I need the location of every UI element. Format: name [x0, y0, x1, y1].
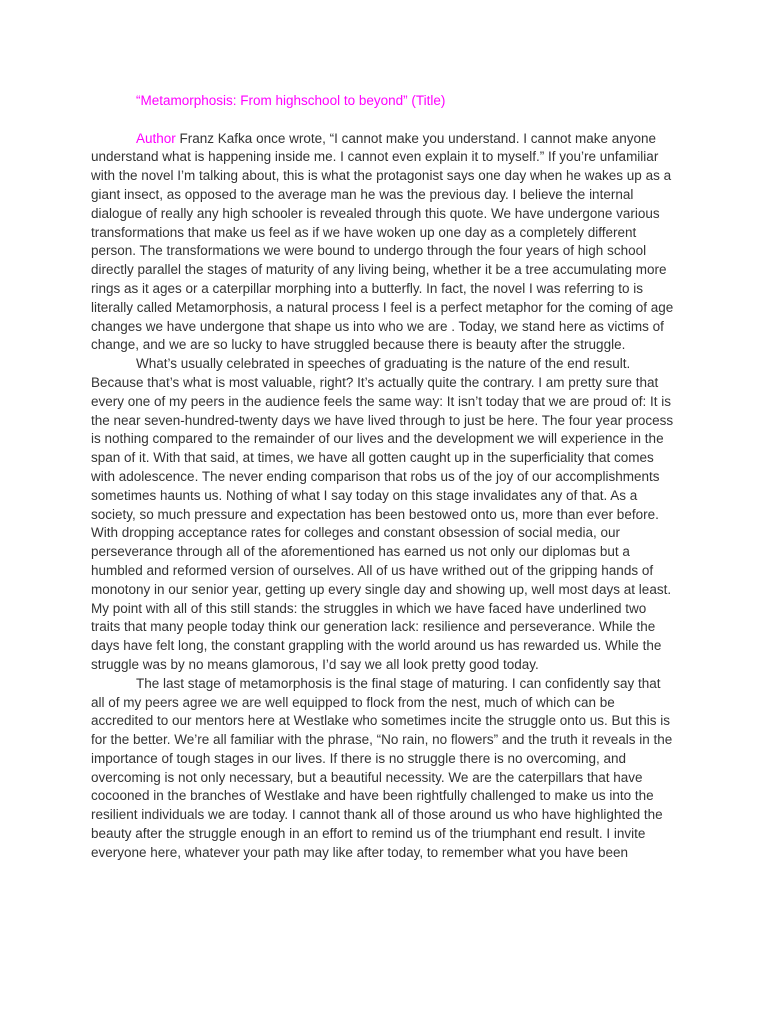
- document-body: [91, 92, 676, 863]
- paragraph-2: [91, 355, 676, 675]
- paragraph-2-text: What’s usually celebrated in speeches of graduating is the nature of the end result. Because that’s what is most valuable, right? It’s actually quite the contrary. I am pretty sure that every one of my peers in the audience feels the same way: It isn’t today that we are proud of: It is the near seven-hundred-twenty days we have lived through to just be here. The four year process is nothing compared to the remainder of our lives and the development we will experience in the span of it. With that said, at times, we have all gotten caught up in the superficiality that comes with adolescence. The never ending comparison that robs us of the joy of our accomplishments sometimes haunts us. Nothing of what I say today on this stage invalidates any of that. As a society, so much pressure and expectation has been bestowed onto us, more than ever before. With dropping acceptance rates for colleges and constant obsession of social media, our perseverance through all of the aforementioned has earned us not only our diplomas but a humbled and reformed version of ourselves. All of us have writhed out of the gripping hands of monotony in our senior year, getting up every single day and showing up, well most days at least. My point with all of this still stands: the struggles in which we have faced have underlined two traits that many people today think our generation lack: resilience and perseverance. While the days have felt long, the constant grappling with the world around us has rewarded us. While the struggle was by no means glamorous, I’d say we all look pretty good today.: [91, 356, 674, 672]
- paragraph-1-text: Franz Kafka once wrote, “I cannot make you understand. I cannot make anyone understand what is happening inside me. I cannot even explain it to myself.” If you’re unfamiliar with the novel I’m talking about, this is what the protagonist says one day when he wakes up as a giant insect, as opposed to the average man he was the previous day. I believe the internal dialogue of really any high schooler is revealed through this quote. We have undergone various transformations that make us feel as if we have woken up one day as a completely different person. The transformations we were bound to undergo through the four years of high school directly parallel the stages of maturity of any living being, whether it be a tree accumulating more rings as it ages or a caterpillar morphing into a butterfly. In fact, the novel I was referring to is literally called Metamorphosis, a natural process I feel is a perfect metaphor for the coming of age changes we have undergone that shape us into who we are . Today, we stand here as victims of change, and we are so lucky to have struggled because there is beauty after the struggle.: [91, 130, 674, 353]
- author-label: Author: [136, 130, 176, 146]
- document-title: “Metamorphosis: From highschool to beyond” (Title): [136, 93, 446, 108]
- paragraph-3: [91, 675, 676, 863]
- paragraph-1: [91, 130, 676, 356]
- paragraph-3-text: The last stage of metamorphosis is the final stage of maturing. I can confidently say that all of my peers agree we are well equipped to flock from the nest, much of which can be accredited to our mentors here at Westlake who sometimes incite the struggle onto us. But this is for the better. We’re all familiar with the phrase, “No rain, no flowers” and the truth it reveals in the importance of tough stages in our lives. If there is no struggle there is no overcoming, and overcoming is not only necessary, but a beautiful necessity. We are the caterpillars that have cocooned in the branches of Westlake and have been rightfully challenged to make us into the resilient individuals we are today. I cannot thank all of those around us who have highlighted the beauty after the struggle enough in an effort to remind us of the triumphant end result. I invite everyone here, whatever your path may like after today, to remember what you have been: [91, 675, 673, 860]
